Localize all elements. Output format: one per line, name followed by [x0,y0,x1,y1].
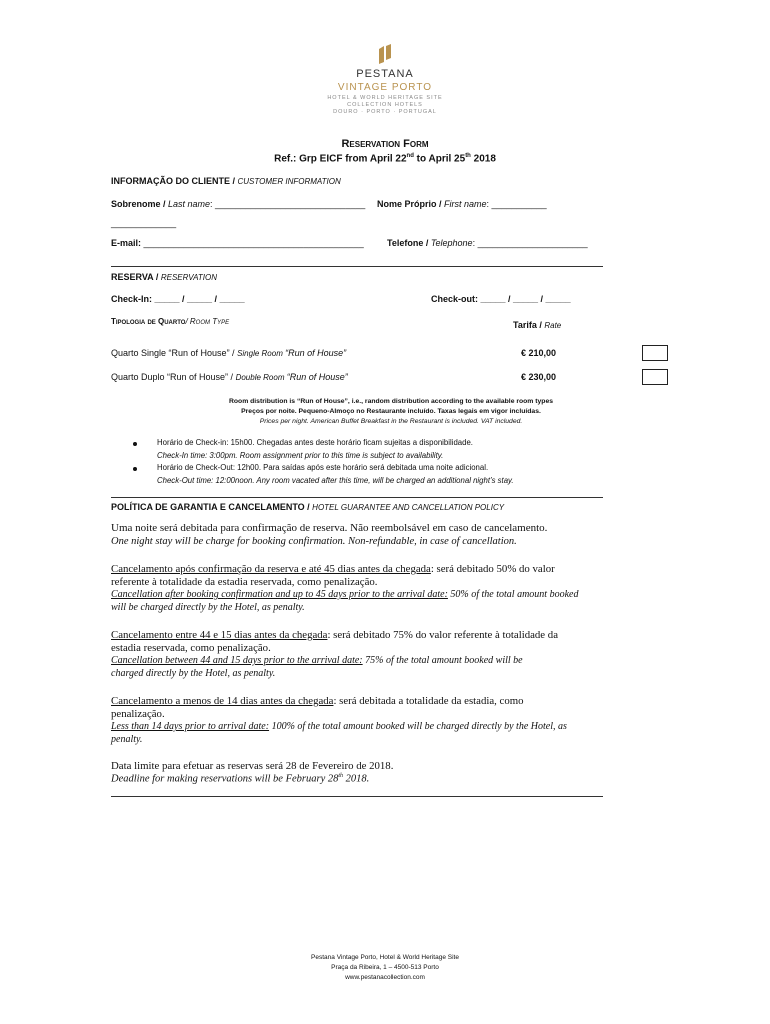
footer-website-link[interactable]: www.pestanacollection.com [345,974,425,981]
prices-note-pt: Preços por noite. Pequeno-Almoço no Restaurante incluído. Taxas legais em vigor incluídas. [241,408,541,415]
policy-45-days-en: Cancellation after booking confirmation and up to 45 days prior to the arrival date: 50% of the total amount booked [111,589,579,600]
room-distribution-note: Room distribution is “Run of House”, i.e., random distribution according to the available room types [228,398,553,405]
check-out-field[interactable]: Check-out: _____ / _____ / _____ [431,294,571,304]
room-option-single: Quarto Single “Run of House” / Single Room “Run of House” [111,348,347,358]
checkout-time-pt: Horário de Check-Out: 12h00. Para saídas após este horário será debitada uma noite adicional. [157,463,489,472]
brand-name: PESTANA [356,68,414,80]
brand-line-3: DOURO · PORTO · PORTUGAL [333,109,437,115]
policy-44-15-days-en-cont: charged directly by the Hotel, as penalty. [111,668,276,679]
policy-44-15-days-en: Cancellation between 44 and 15 days prior to the arrival date: 75% of the total amount booked will be [111,655,523,666]
email-field[interactable]: E-mail: ____________________________________________ [111,238,364,248]
room-double-checkbox[interactable] [642,369,668,385]
telephone-field[interactable]: Telefone / Telephone: ______________________ [387,238,588,248]
checkin-time-pt: Horário de Check-in: 15h00. Chegadas antes deste horário ficam sujeitas a disponibilidade. [157,438,473,447]
form-title: Reservation Form [341,138,429,150]
divider [111,497,603,498]
room-single-checkbox[interactable] [642,345,668,361]
policy-one-night-pt: Uma noite será debitada para confirmação de reserva. Não reembolsável em caso de cancelamento. [111,522,548,534]
policy-14-days-pt: Cancelamento a menos de 14 dias antes da chegada: será debitada a totalidade da estadia, como [111,695,524,707]
policy-45-days-en-cont: will be charged directly by the Hotel, as penalty. [111,602,305,613]
room-price-single: € 210,00 [521,348,557,358]
checkin-time-en: Check-In time: 3:00pm. Room assignment prior to this time is subject to availability. [157,451,444,460]
brand-line-2: COLLECTION HOTELS [347,102,423,108]
last-name-field[interactable]: Sobrenome / Last name: ______________________________ [111,199,366,209]
check-in-field[interactable]: Check-In: _____ / _____ / _____ [111,294,245,304]
room-type-heading: Tipologia de Quarto/ Room Type [111,317,230,326]
checkout-time-en: Check-Out time: 12:00noon. Any room vacated after this time, will be charged an additional night’s stay. [157,476,514,485]
customer-section-heading: INFORMAÇÃO DO CLIENTE / CUSTOMER INFORMATION [111,176,341,186]
divider [111,796,603,797]
pestana-logo-icon [377,44,393,64]
bullet-icon [133,442,137,446]
reservation-section-heading: RESERVA / RESERVATION [111,272,218,282]
footer-address: Praça da Ribeira, 1 – 4500-513 Porto [331,964,439,971]
deadline-pt: Data limite para efetuar as reservas será 28 de Fevereiro de 2018. [111,760,394,772]
deadline-en: Deadline for making reservations will be February 28th 2018. [111,773,370,785]
brand-subname: VINTAGE PORTO [337,82,433,93]
first-name-field[interactable]: Nome Próprio / First name: ___________ [377,199,547,209]
policy-45-days-pt-cont: referente à totalidade da estadia reservada, como penalização. [111,576,378,588]
divider [111,266,603,267]
policy-14-days-en-cont: penalty. [111,734,143,745]
policy-one-night-en: One night stay will be charge for booking confirmation. Non-refundable, in case of cancellation. [111,536,517,547]
policy-44-15-days-pt-cont: estadia reservada, como penalização. [111,642,271,654]
form-reference: Ref.: Grp EICF from April 22nd to April 25th 2018 [274,153,496,165]
first-name-field-continuation[interactable]: _____________ [111,218,177,228]
brand-line-1: HOTEL & WORLD HERITAGE SITE [327,95,443,101]
footer-hotel-name: Pestana Vintage Porto, Hotel & World Heritage Site [311,954,459,961]
bullet-icon [133,467,137,471]
prices-note-en: Prices per night. American Buffet Breakfast in the Restaurant is included. VAT included. [259,418,523,425]
policy-14-days-pt-cont: penalização. [111,708,165,720]
room-option-double: Quarto Duplo “Run of House” / Double Room “Run of House” [111,372,348,382]
policy-14-days-en: Less than 14 days prior to arrival date: 100% of the total amount booked will be charged directly by the Hotel, as [111,721,567,732]
room-price-double: € 230,00 [521,372,557,382]
policy-44-15-days-pt: Cancelamento entre 44 e 15 dias antes da chegada: será debitado 75% do valor referente à totalidade da [111,629,558,641]
policy-45-days-pt: Cancelamento após confirmação da reserva e até 45 dias antes da chegada: será debitado 50% do valor [111,563,555,575]
rate-heading: Tarifa / Rate [513,320,562,330]
policy-section-heading: POLÍTICA DE GARANTIA E CANCELAMENTO / HOTEL GUARANTEE AND CANCELLATION POLICY [111,502,505,512]
